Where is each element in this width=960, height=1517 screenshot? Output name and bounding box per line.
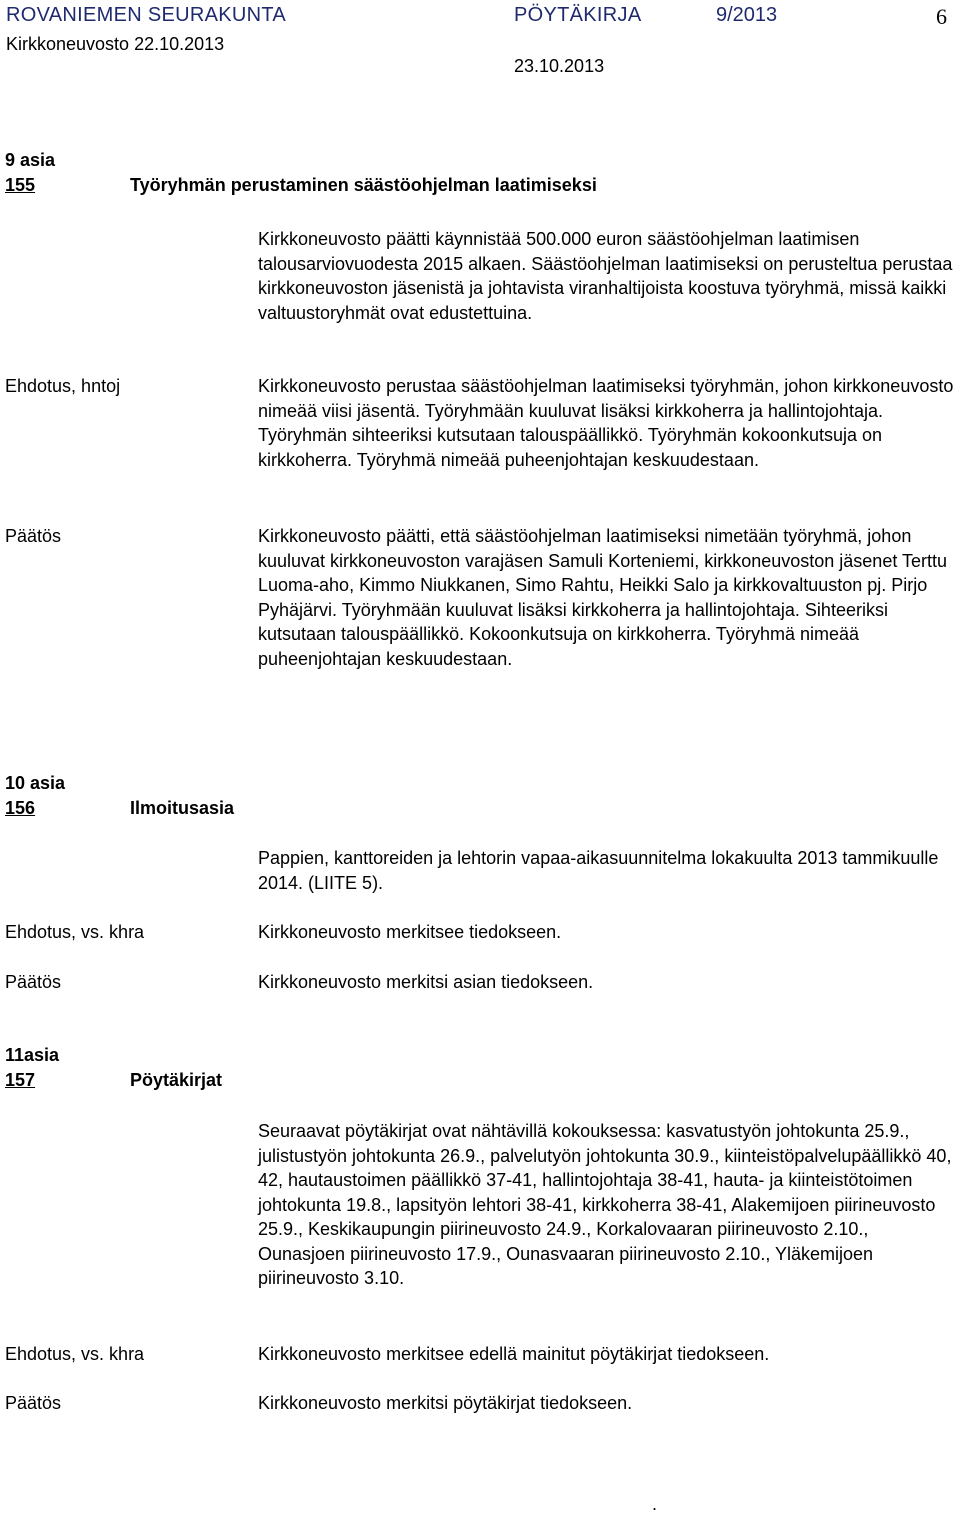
section-intro-text: Kirkkoneuvosto päätti käynnistää 500.000 euron säästöohjelman laatimisen talousarviovuodesta 2015 alkaen. Säästöohjelman laatimiseksi on perusteltua perustaa kirkkoneuvoston jäsenistä ja johtavista viranhaltijoista koostuva työryhmä, missä kaikki valtuustoryhmät ovat edustettuina. — [258, 229, 953, 323]
section-title: Ilmoitusasia — [130, 797, 235, 818]
proposal-text: Kirkkoneuvosto perustaa säästöohjelman laatimiseksi työryhmän, johon kirkkoneuvosto nimeää viisi jäsentä. Työryhmään kuuluvat lisäksi kirkkoherra ja hallintojohtaja. Työryhmän sihteeriksi kutsutaan talouspäällikkö. Työryhmän kokoonkutsuja on kirkkoherra. Työryhmä nimeää puheenjohtajan keskuudestaan. — [258, 376, 954, 470]
section-title: Pöytäkirjat — [130, 1069, 223, 1090]
proposal-text: Kirkkoneuvosto merkitsee tiedokseen. — [258, 922, 562, 942]
page-number: 6 — [936, 4, 947, 29]
agenda-item-label: 9 asia — [5, 150, 56, 170]
document-type: PÖYTÄKIRJA — [514, 4, 642, 26]
section-number: 157 — [5, 1069, 36, 1090]
decision-label: Päätös — [5, 1393, 62, 1413]
section-number: 156 — [5, 797, 36, 818]
section-intro-text: Pappien, kanttoreiden ja lehtorin vapaa-aikasuunnitelma lokakuulta 2013 tammikuulle 2014. (LIITE 5). — [258, 848, 939, 893]
section-number: 155 — [5, 174, 36, 195]
proposal-label: Ehdotus, hntoj — [5, 376, 121, 396]
decision-text: Kirkkoneuvosto päätti, että säästöohjelman laatimiseksi nimetään työryhmä, johon kuuluvat kirkkoneuvoston varajäsen Samuli Korteniemi, kirkkoneuvoston jäsenet Terttu Luoma-aho, Kimmo Niukkanen, Simo Rahtu, Heikki Salo ja kirkkovaltuuston pj. Pirjo Pyhäjärvi. Työryhmään kuuluvat lisäksi kirkkoherra ja hallintojohtaja. Sihteeriksi kutsutaan talouspäällikkö. Kokoonkutsuja on kirkkoherra. Työryhmä nimeää puheenjohtajan keskuudestaan. — [258, 526, 948, 669]
proposal-label: Ehdotus, vs. khra — [5, 1344, 145, 1364]
organization-name: ROVANIEMEN SEURAKUNTA — [6, 4, 287, 26]
footer-mark: . — [652, 1494, 658, 1514]
agenda-item-label: 10 asia — [5, 773, 66, 793]
section-heading — [5, 1043, 222, 1092]
document-header — [6, 4, 954, 78]
meeting-name: Kirkkoneuvosto 22.10.2013 — [6, 34, 225, 54]
document-date: 23.10.2013 — [514, 56, 605, 76]
section-title: Työryhmän perustaminen säästöohjelman laatimiseksi — [130, 174, 597, 195]
section-intro-text: Seuraavat pöytäkirjat ovat nähtävillä kokouksessa: kasvatustyön johtokunta 25.9., julistustyön johtokunta 26.9., palvelutyön johtokunta 30.9., kiinteistöpalvelupäällikkö 40, 42, hautaustoimen päällikkö 37-41, hallintojohtaja 38-41, hauta- ja kiinteistötoimen johtokunta 19.8., lapsityön lehtori 38-41, kirkkoherra 38-41, Alakemijoen piirineuvosto 25.9., Keskikaupungin piirineuvosto 24.9., Korkalovaaran piirineuvosto 2.10., Ounasjoen piirineuvosto 17.9., Ounasvaaran piirineuvosto 2.10., Yläkemijoen piirineuvosto 3.10. — [258, 1121, 952, 1288]
section-heading — [5, 771, 234, 820]
decision-text: Kirkkoneuvosto merkitsi asian tiedokseen. — [258, 972, 594, 992]
decision-label: Päätös — [5, 526, 62, 546]
proposal-text: Kirkkoneuvosto merkitsee edellä mainitut pöytäkirjat tiedokseen. — [258, 1344, 770, 1364]
decision-text: Kirkkoneuvosto merkitsi pöytäkirjat tiedokseen. — [258, 1393, 633, 1413]
section-heading — [5, 148, 597, 197]
document-number: 9/2013 — [716, 4, 778, 26]
proposal-label: Ehdotus, vs. khra — [5, 922, 145, 942]
decision-label: Päätös — [5, 972, 62, 992]
agenda-item-label: 11asia — [5, 1045, 60, 1065]
